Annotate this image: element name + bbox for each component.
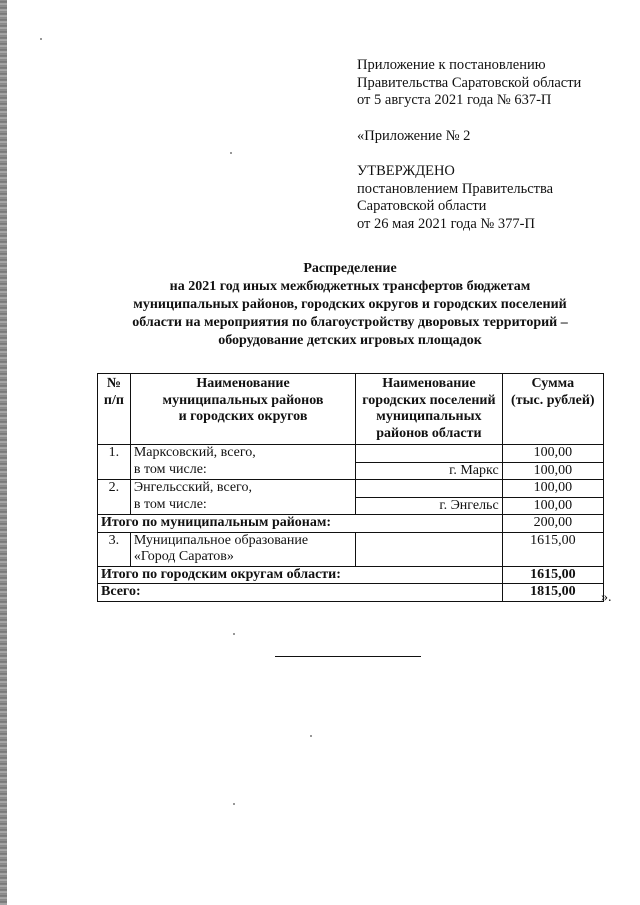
row-num: 2.: [98, 480, 131, 515]
scan-speck: [310, 735, 312, 737]
title-line-1: Распределение: [303, 261, 397, 276]
row-district-name: [130, 532, 355, 566]
table-row: [98, 532, 604, 566]
subtotal-districts-sum: 200,00: [502, 515, 603, 533]
title-line-5: оборудование детских игровых площадок: [218, 333, 482, 348]
approved-line-1: постановлением Правительства: [357, 180, 554, 197]
row-sum: 100,00: [502, 480, 603, 498]
row-settlement: [356, 480, 503, 498]
row-sum: 100,00: [502, 497, 603, 515]
table-header-row: [98, 374, 604, 445]
district-name-line: Энгельсский, всего,: [133, 480, 252, 495]
total-row: [98, 584, 604, 602]
district-name-line: Марксовский, всего,: [133, 445, 256, 460]
title-line-2: на 2021 год иных межбюджетных трансфертов бюджетам: [169, 279, 531, 294]
scan-speck: [40, 38, 42, 40]
district-name-line: в том числе:: [133, 461, 207, 477]
header-sum: [502, 374, 603, 445]
district-name-line: «Город Саратов»: [133, 549, 234, 564]
subtotal-districts-label: Итого по муниципальным районам:: [98, 515, 503, 533]
row-sum: 100,00: [502, 445, 603, 463]
header-num-line: п/п: [103, 392, 124, 408]
row-num: 1.: [98, 445, 131, 480]
subtotal-okrugs-row: [98, 566, 604, 584]
header-settlement-line: городских поселений: [362, 392, 496, 408]
approved-line-2: Саратовской области: [357, 198, 487, 214]
approved-line-3: от 26 мая 2021 года № 377-П: [357, 215, 535, 232]
row-num: 3.: [98, 532, 131, 566]
document-title: [0, 260, 640, 350]
header-line-2: Правительства Саратовской области: [357, 74, 582, 91]
subtotal-okrugs-label: Итого по городским округам области:: [98, 566, 503, 584]
total-label: Всего:: [98, 584, 503, 602]
header-name: [130, 374, 355, 445]
header-line-3: от 5 августа 2021 года № 637-П: [357, 92, 552, 108]
header-settlement-line: районов области: [376, 425, 482, 441]
table-row: [98, 480, 604, 498]
scan-edge: [0, 0, 7, 905]
header-num-line: №: [106, 376, 121, 391]
header-sum-line: (тыс. рублей): [511, 392, 595, 408]
header-name-line: муниципальных районов: [162, 392, 324, 408]
approved-label: УТВЕРЖДЕНО: [357, 163, 455, 179]
district-name-line: Муниципальное образование: [133, 532, 309, 548]
signature-line: [275, 656, 421, 657]
row-settlement: г. Энгельс: [356, 497, 503, 515]
subtotal-districts-row: [98, 515, 604, 533]
row-settlement: [356, 532, 503, 566]
header-line-1: Приложение к постановлению: [357, 57, 546, 73]
header-name-line: Наименование: [196, 376, 290, 391]
title-line-3: муниципальных районов, городских округов и городских поселений: [133, 297, 567, 312]
row-settlement: г. Маркс: [356, 462, 503, 480]
row-district-name: [130, 480, 355, 515]
closing-quote: ».: [601, 590, 612, 605]
subtotal-okrugs-sum: 1615,00: [502, 566, 603, 584]
header-num: [98, 374, 131, 445]
title-line-4: области на мероприятия по благоустройству дворовых территорий –: [132, 315, 568, 330]
appendix-label: «Приложение № 2: [357, 127, 471, 144]
district-name-line: в том числе:: [133, 496, 207, 512]
header-sum-line: Сумма: [531, 376, 575, 391]
scan-speck: [230, 152, 232, 154]
header-settlement-line: Наименование: [382, 376, 476, 391]
distribution-table: [97, 373, 604, 602]
table-row: [98, 445, 604, 463]
row-settlement: [356, 445, 503, 463]
total-sum: 1815,00: [502, 584, 603, 602]
row-sum: 1615,00: [502, 532, 603, 566]
header-settlement: [356, 374, 503, 445]
header-block: [357, 57, 581, 233]
row-sum: 100,00: [502, 462, 603, 480]
header-name-line: и городских округов: [178, 409, 308, 424]
row-district-name: [130, 445, 355, 480]
header-settlement-line: муниципальных: [376, 409, 482, 424]
scan-speck: [233, 803, 235, 805]
scan-speck: [233, 633, 235, 635]
